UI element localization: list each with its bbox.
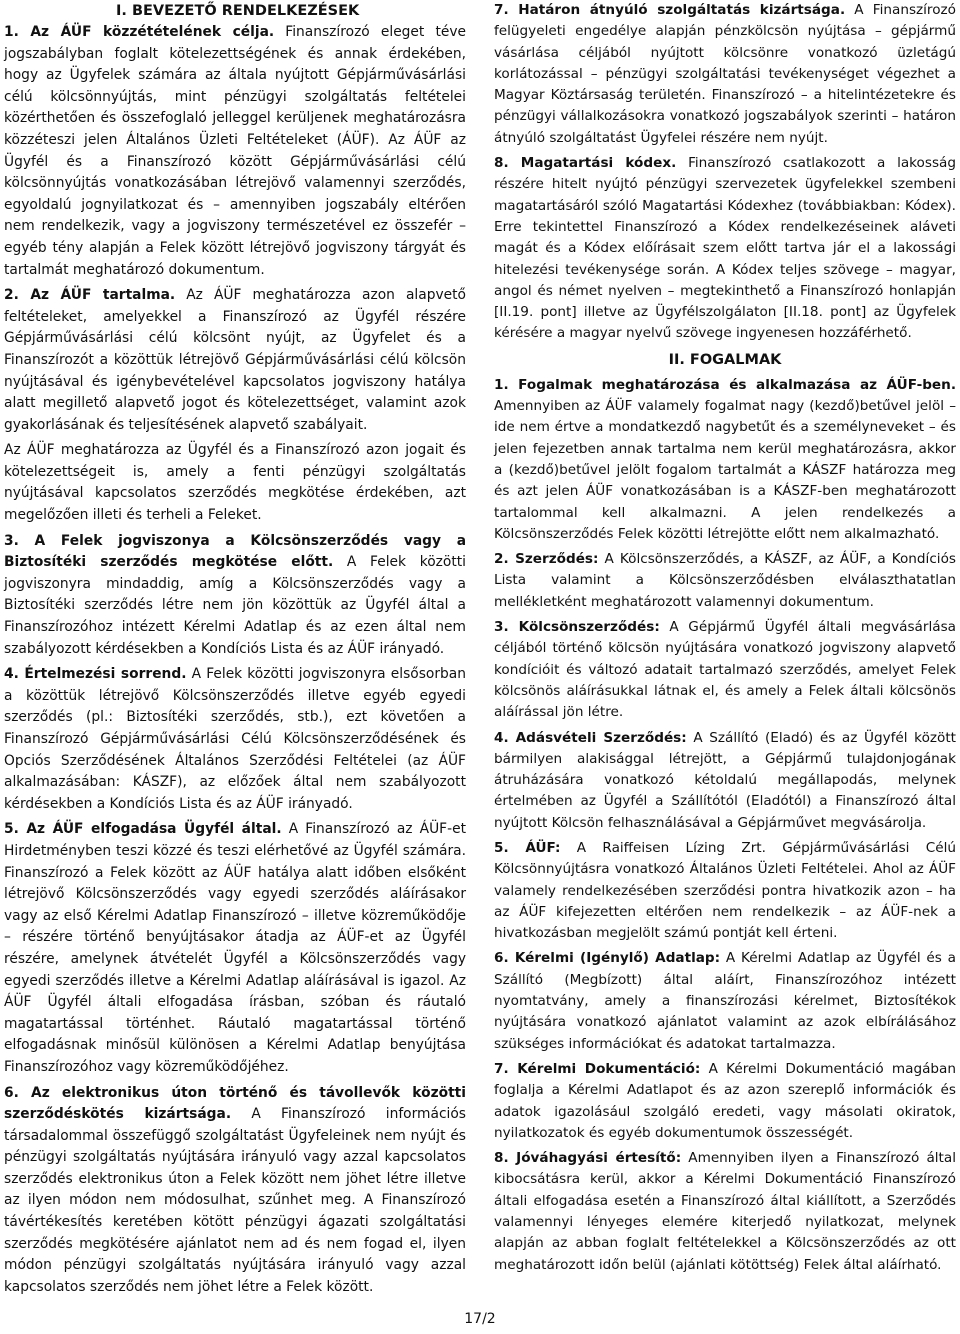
def-7: 7. Kérelmi Dokumentáció: A Kérelmi Dokumentáció magában foglalja a Kérelmi Adatlapot és az azon szereplő információk és adatok igazolásául szolgáló eredeti, vagy másolati okiratok, nyilatkozatok és egyéb dokumentumok összességét. (494, 1060, 956, 1141)
left-column (4, 0, 466, 1298)
para-4: 4. Értelmezési sorrend. A Felek közötti jogviszonyra elsősorban a közöttük létrejövő Kölcsönszerződés illetve egyéb egyedi szerződés (pl.: Biztosítéki szerződés, stb.), ezt követően a Finanszírozó Gépjárművásárlási Célú Kölcsönszerződésének és Opciós Szerződésének Általános Szerződési Feltételei (az ÁÜF alkalmazásában: KÁSZF), az előzőek által nem szabályozott kérdésekben a Kondíciós Lista és az ÁÜF irányadó. (4, 666, 466, 812)
para-2b: Az ÁÜF meghatározza az Ügyfél és a Finanszírozó azon jogait és kötelezettségeit is, amely a fenti pénzügyi szolgáltatás nyújtásával kapcsolatos szerződés megkötése érdekében, azt megelőzően illeti és terheli a Feleket. (4, 442, 466, 524)
def-8: 8. Jóváhagyási értesítő: Amennyiben ilyen a Finanszírozó által kibocsátásra kerül, akkor a Kérelmi Dokumentáció Finanszírozó általi elfogadása esetén a Finanszírozó által kiállított, a Szerződés valamennyi lényeges elemére kiterjedő nyilatkozat, melynek alapján az abban foglalt feltételekkel a Kölcsönszerződés az ott meghatározott időn belül (ajánlati kötöttség) Felek által aláírható. (494, 1150, 956, 1273)
para-2: 2. Az ÁÜF tartalma. Az ÁÜF meghatározza azon alapvető feltételeket, amelyekkel a Finanszírozó az Ügyfél részére Gépjárművásárlási célú kölcsönt nyújt, az Ügyfelet és a Finanszírozót a közöttük létrejövő Gépjárművásárlási célú kölcsön nyújtásával és igénybevételével kapcsolatos jogviszony hatálya alatt megillető alapvető jogot és kötelezettséget, valamint azok gyakorlásának és teljesítésének alapvető szabályait. (4, 287, 466, 433)
right-column (494, 0, 956, 1276)
def-5: 5. ÁÜF: A Raiffeisen Lízing Zrt. Gépjárművásárlási Célú Kölcsönnyújtásra vonatkozó Általános Üzleti Feltételei. Ahol az ÁÜF valamely rendelkezésében szerződési pontra hivatkozik azon – ha az ÁÜF kifejezetten eltérően nem rendelkezik – az ÁÜF-nek a hivatkozásban megjelölt számú pontját kell érteni. (494, 839, 956, 942)
section-title-2: II. FOGALMAK (668, 351, 782, 368)
para-3: 3. A Felek jogviszonya a Kölcsönszerződés vagy a Biztosítéki szerződés megkötése előtt. A Felek közötti jogviszonyra mindaddig, amíg a Kölcsönszerződés vagy a Biztosítéki szerződés létre nem jön közöttük az Ügyfél által a Finanszírozóhoz intézett Kérelmi Adatlap és az ezen által nem szabályozott kérdésekben a Kondíciós Lista és az ÁÜF irányadó. (4, 532, 466, 657)
para-8: 8. Magatartási kódex. Finanszírozó csatlakozott a lakosság részére hitelt nyújtó pénzügyi szervezetek ügyfelekkel szembeni magatartásáról szóló Magatartási Kódexhez (továbbiakban: Kódex). Erre tekintettel Finanszírozó a Kódex rendelkezéseinek aláveti magát és a Kódex előírásait szem előtt tartva jár el a lakossági hitelezési tevékenysége során. A Kódex teljes szövege – magyar, angol és német nyelven – megtekinthető a Finanszírozó honlapján [II.19. pont] illetve az Ügyfélszolgálaton [II.18. pont] az Ügyfelek kérésére a magyar nyelvű szövege ingyenesen hozzáférhető. (494, 155, 956, 342)
para-5: 5. Az ÁÜF elfogadása Ügyfél által. A Finanszírozó az ÁÜF-et Hirdetményben teszi közzé és teszi elérhetővé az Ügyfél számára. Finanszírozó a Felek között az ÁÜF hatálya alatt időben elsőként létrejövő Kölcsönszerződés vagy egyedi szerződés aláírásakor vagy az első Kérelmi Adatlap Finanszírozó – illetve közreműködője – részére történő benyújtásakor átadja az ÁÜF-et az Ügyfél részére, amelynek átvételét Ügyfél a Kölcsönszerződés vagy egyedi szerződés illetve a Kérelmi Adatlap aláírásával is igazol. Az ÁÜF Ügyfél általi elfogadása írásban, szóban és ráutaló magatartással történhet. Ráutaló magatartással történő elfogadásnak minősül különösen a Kérelmi Adatlap benyújtása Finanszírozóhoz vagy közreműködőjéhez. (4, 821, 466, 1075)
def-3: 3. Kölcsönszerződés: A Gépjármű Ügyfél általi megvásárlása céljából történő kölcsön nyújtására vonatkozó jogviszony alapvető kondícióit és változó adatait tartalmazó szerződés, amelyet Felek kölcsönös aláírásukkal látnak el, és amely a Felek általi kölcsönös aláírással jön létre. (494, 619, 956, 721)
para-6: 6. Az elektronikus úton történő és távollevők közötti szerződéskötés kizártsága. A Finanszírozó információs társadalommal összefüggő szolgáltatást Ügyfeleinek nem nyújt és pénzügyi szolgáltatás nyújtására irányuló vagy azzal kapcsolatos szerződés elektronikus úton a Felek között nem jöhet létre illetve az ilyen módon nem módosulhat, szűnhet meg. A Finanszírozó távértékesítés keretében kötött pénzügyi ágazati szolgáltatási szerződés megkötésére ajánlatot nem ad és nem fogad el, ilyen módon pénzügyi szolgáltatás nyújtására irányuló vagy azzal kapcsolatos szerződés nem jöhet létre a Felek között. (4, 1084, 466, 1295)
def-6: 6. Kérelmi (Igénylő) Adatlap: A Kérelmi Adatlap az Ügyfél és a Szállító (Megbízott) által aláírt, Finanszírozóhoz intézett nyomtatvány, amely a finanszírozási kérelmet, Biztosítékok nyújtására vonatkozó ajánlatot valamint az azok elbírálásához szükséges információkat és adatokat tartalmazza. (494, 950, 956, 1052)
def-4: 4. Adásvételi Szerződés: A Szállító (Eladó) és az Ügyfél között bármilyen alakisággal létrejött, a Gépjármű tulajdonjogának átruházására vonatkozó kétoldalú megállapodás, melynek értelmében az Ügyfél a Szállítótól (Eladótól) a Finanszírozó által nyújtott Kölcsön felhasználásával a Gépjárművet megvásárolja. (494, 729, 956, 831)
def-1: 1. Fogalmak meghatározása és alkalmazása az ÁÜF-ben. Amennyiben az ÁÜF valamely fogalmat nagy (kezdő)betűvel jelöl – ide nem értve a mondatkezdő nagybetűt és a személyneveket – és jelen fejezetben annak tartalma nem kerül meghatározásra, akkor a (kezdő)betűvel jelölt fogalom tartalmát a KÁSZF határozza meg és azt jelen ÁÜF vonatkozásában is a KÁSZF-ben meghatározott tartalommal kell alkalmazni. A jelen rendelkezés a Kölcsönszerződés Felek közötti létrejötte előtt nem alkalmazható. (494, 376, 956, 542)
def-2: 2. Szerződés: A Kölcsönszerződés, a KÁSZF, az ÁÜF, a Kondíciós Lista valamint a Kölcsönszerződésben elválaszthatatlan mellékletként meghatározott valamennyi dokumentum. (494, 551, 956, 610)
section-title-1: I. BEVEZETŐ RENDELKEZÉSEK (116, 3, 360, 19)
page-number: 17/2 (464, 1311, 496, 1327)
para-7: 7. Határon átnyúló szolgáltatás kizártsága. A Finanszírozó felügyeleti engedélye alapján pénzkölcsön nyújtása – gépjármű vásárlása céljából nyújtott kölcsönre vonatkozó üzletágú korlátozással – pénzügyi szolgáltatási tevékenységet végezhet a Magyar Köztársaság területén. Finanszírozó – a hitelintézetekre és pénzügyi vállalkozásokra vonatkozó jogszabályok szerinti – határon átnyúló szolgáltatást Ügyfelei részére nem nyújt. (494, 2, 956, 146)
para-1: 1. Az ÁÜF közzétételének célja. Finanszírozó eleget téve jogszabályban foglalt kötelezettségének és annak érdekében, hogy az Ügyfelek számára az általa nyújtott Gépjárművásárlási célú kölcsönnyújtás, mint pénzügyi szolgáltatás feltételei közérthetően és összefoglaló jelleggel kerüljenek meghatározásra közzéteszi jelen Általános Üzleti Feltételeket (ÁÜF). Az ÁÜF az Ügyfél és a Finanszírozó között Gépjárművásárlási célú kölcsönnyújtás vonatkozásában létrejövő valamennyi szerződés, egyoldalú jognyilatkozat és – amennyiben jogszabály eltérően nem rendelkezik, vagy a jogviszony természetével ez összefér – egyéb tény alapján a Felek között létrejövő jogviszony tárgyát és tartalmát meghatározó dokumentum. (4, 24, 467, 278)
